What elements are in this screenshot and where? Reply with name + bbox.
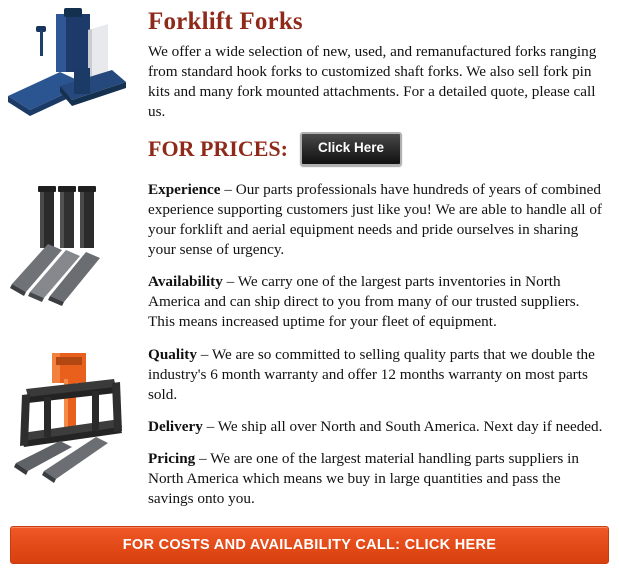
feature-delivery [148, 417, 607, 437]
section-quality-delivery-pricing [0, 345, 619, 521]
feature-experience-text: Our parts professionals have hundreds of years of combined experience supporting customers just like you! We are able to handle all of your forklift and aerial equipment needs and pride ourselves in sharing your sense of urgency. [148, 181, 602, 259]
feature-quality-text: We are so committed to selling quality parts that we double the industry's 6 month warranty and offer 12 months warranty on most parts sold. [148, 345, 595, 403]
feature-availability-heading: Availability [148, 273, 223, 291]
prices-row [148, 132, 607, 166]
feature-pricing-dash: – [195, 449, 211, 467]
feature-delivery-text: We ship all over North and South America. Next day if needed. [217, 417, 603, 435]
features-column-top [148, 180, 619, 344]
feature-quality-heading: Quality [148, 345, 197, 363]
section-intro [0, 0, 619, 180]
click-here-button[interactable]: Click Here [300, 132, 402, 166]
call-to-action-bar[interactable]: FOR COSTS AND AVAILABILITY CALL: CLICK HERE [10, 526, 609, 564]
feature-pricing [148, 449, 607, 509]
prices-label: FOR PRICES: [148, 136, 288, 162]
intro-paragraph: We offer a wide selection of new, used, and remanufactured forks ranging from standard hook forks to customized shaft forks. We also sell fork pin kits and many fork mounted attachments. For a detailed quote, please call us. [148, 43, 597, 121]
feature-availability-text: We carry one of the largest parts inventories in North America and can ship direct to you from many of our trusted suppliers. This means increased uptime for your fleet of equipment. [148, 273, 580, 331]
feature-availability-dash: – [222, 273, 238, 291]
feature-experience [148, 180, 607, 260]
steel-forks-pair-graphic [0, 180, 148, 310]
features-column-bottom [148, 345, 619, 521]
page-title: Forklift Forks [148, 8, 303, 35]
feature-quality-dash: – [196, 345, 212, 363]
feature-pricing-heading: Pricing [148, 449, 196, 467]
feature-availability [148, 272, 607, 332]
feature-experience-dash: – [220, 181, 236, 199]
blue-fork-carriage-graphic [0, 0, 148, 140]
feature-delivery-dash: – [202, 417, 218, 435]
feature-pricing-text: We are one of the largest material handling parts suppliers in North America which means we buy in large quantities and pass the savings onto you. [148, 449, 579, 507]
feature-quality [148, 345, 607, 405]
image-fork-attachment-frame-photo [0, 345, 148, 505]
intro-text-column [148, 0, 619, 180]
image-steel-forks-pair-photo [0, 180, 148, 310]
section-experience-availability [0, 180, 619, 344]
fork-attachment-frame-graphic [0, 345, 148, 505]
feature-experience-heading: Experience [148, 181, 221, 199]
image-blue-fork-carriage-photo [0, 0, 148, 140]
feature-delivery-heading: Delivery [148, 417, 203, 435]
